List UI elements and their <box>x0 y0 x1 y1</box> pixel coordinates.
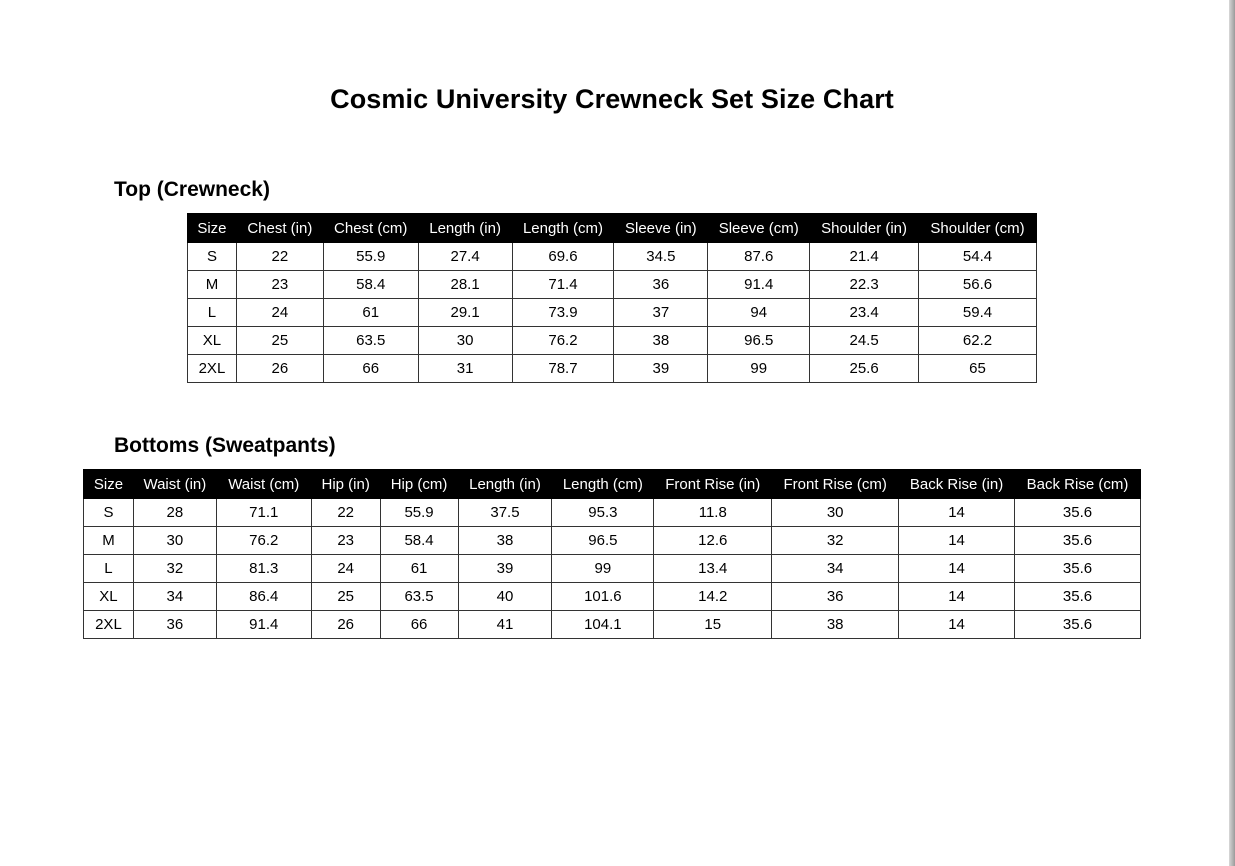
column-header: Hip (cm) <box>380 470 458 499</box>
table-cell: XL <box>188 327 237 355</box>
table-cell: 69.6 <box>512 243 614 271</box>
table-cell: 25 <box>311 583 380 611</box>
table-cell: 34 <box>772 555 899 583</box>
table-row <box>188 299 1037 327</box>
table-cell: L <box>84 555 134 583</box>
table-cell: 36 <box>772 583 899 611</box>
table-cell: 38 <box>772 611 899 639</box>
table-cell: 14 <box>899 611 1015 639</box>
table-cell: 11.8 <box>654 499 772 527</box>
table-cell: 58.4 <box>323 271 418 299</box>
table-cell: 38 <box>614 327 708 355</box>
table-cell: M <box>188 271 237 299</box>
table-row <box>84 583 1141 611</box>
table-cell: 95.3 <box>552 499 654 527</box>
column-header: Chest (in) <box>236 214 323 243</box>
table-cell: 14 <box>899 527 1015 555</box>
table-cell: 59.4 <box>919 299 1037 327</box>
table-cell: 37 <box>614 299 708 327</box>
table-cell: 37.5 <box>458 499 552 527</box>
table-cell: 73.9 <box>512 299 614 327</box>
table-cell: 30 <box>133 527 216 555</box>
table-cell: 104.1 <box>552 611 654 639</box>
table-cell: 71.1 <box>216 499 311 527</box>
table-cell: 55.9 <box>380 499 458 527</box>
table-cell: 56.6 <box>919 271 1037 299</box>
table-cell: 87.6 <box>708 243 810 271</box>
table-cell: 23 <box>236 271 323 299</box>
table-cell: 54.4 <box>919 243 1037 271</box>
table-header-row <box>188 214 1037 243</box>
table-cell: XL <box>84 583 134 611</box>
column-header: Waist (in) <box>133 470 216 499</box>
table-cell: 14 <box>899 499 1015 527</box>
table-cell: 35.6 <box>1015 555 1141 583</box>
table-header-row <box>84 470 1141 499</box>
table-cell: 28 <box>133 499 216 527</box>
table-cell: 96.5 <box>552 527 654 555</box>
table-cell: 23 <box>311 527 380 555</box>
table-cell: 86.4 <box>216 583 311 611</box>
table-cell: 22 <box>236 243 323 271</box>
table-cell: 40 <box>458 583 552 611</box>
table-cell: 34.5 <box>614 243 708 271</box>
table-cell: 35.6 <box>1015 499 1141 527</box>
table-cell: 63.5 <box>380 583 458 611</box>
table-cell: 66 <box>380 611 458 639</box>
table-cell: 24 <box>236 299 323 327</box>
column-header: Size <box>84 470 134 499</box>
table-cell: 32 <box>772 527 899 555</box>
column-header: Hip (in) <box>311 470 380 499</box>
table-cell: 35.6 <box>1015 583 1141 611</box>
table-row <box>84 527 1141 555</box>
table-cell: 39 <box>458 555 552 583</box>
table-cell: 99 <box>708 355 810 383</box>
table-cell: 14 <box>899 555 1015 583</box>
table-cell: 30 <box>418 327 512 355</box>
table-cell: 22.3 <box>810 271 919 299</box>
table-cell: 63.5 <box>323 327 418 355</box>
table-cell: L <box>188 299 237 327</box>
bottoms-size-table <box>83 469 1141 639</box>
table-cell: 101.6 <box>552 583 654 611</box>
table-row <box>188 243 1037 271</box>
table-row <box>84 499 1141 527</box>
table-cell: 21.4 <box>810 243 919 271</box>
table-cell: 25 <box>236 327 323 355</box>
table-cell: 13.4 <box>654 555 772 583</box>
column-header: Length (cm) <box>552 470 654 499</box>
table-cell: 76.2 <box>216 527 311 555</box>
column-header: Sleeve (in) <box>614 214 708 243</box>
table-cell: 94 <box>708 299 810 327</box>
column-header: Shoulder (cm) <box>919 214 1037 243</box>
column-header: Shoulder (in) <box>810 214 919 243</box>
column-header: Back Rise (in) <box>899 470 1015 499</box>
table-cell: 28.1 <box>418 271 512 299</box>
table-cell: 24 <box>311 555 380 583</box>
table-cell: 62.2 <box>919 327 1037 355</box>
table-cell: 36 <box>133 611 216 639</box>
table-cell: 14.2 <box>654 583 772 611</box>
table-cell: 22 <box>311 499 380 527</box>
column-header: Chest (cm) <box>323 214 418 243</box>
table-cell: S <box>84 499 134 527</box>
table-cell: 71.4 <box>512 271 614 299</box>
table-cell: 65 <box>919 355 1037 383</box>
top-size-table <box>187 213 1037 383</box>
page-title: Cosmic University Crewneck Set Size Chart <box>330 84 894 114</box>
table-row <box>84 611 1141 639</box>
column-header: Length (cm) <box>512 214 614 243</box>
table-cell: 31 <box>418 355 512 383</box>
table-cell: 12.6 <box>654 527 772 555</box>
table-cell: 35.6 <box>1015 611 1141 639</box>
column-header: Length (in) <box>458 470 552 499</box>
table-cell: 26 <box>236 355 323 383</box>
table-cell: 32 <box>133 555 216 583</box>
column-header: Back Rise (cm) <box>1015 470 1141 499</box>
page-edge-scrollbar <box>1229 0 1235 866</box>
bottoms-section-title: Bottoms (Sweatpants) <box>114 434 336 457</box>
table-cell: 30 <box>772 499 899 527</box>
table-row <box>188 271 1037 299</box>
column-header: Length (in) <box>418 214 512 243</box>
table-cell: S <box>188 243 237 271</box>
column-header: Front Rise (cm) <box>772 470 899 499</box>
table-cell: 27.4 <box>418 243 512 271</box>
table-cell: 99 <box>552 555 654 583</box>
table-cell: 81.3 <box>216 555 311 583</box>
column-header: Waist (cm) <box>216 470 311 499</box>
table-cell: 14 <box>899 583 1015 611</box>
table-cell: 15 <box>654 611 772 639</box>
table-cell: 76.2 <box>512 327 614 355</box>
table-cell: 58.4 <box>380 527 458 555</box>
column-header: Size <box>188 214 237 243</box>
table-cell: 91.4 <box>216 611 311 639</box>
table-cell: 96.5 <box>708 327 810 355</box>
table-cell: 23.4 <box>810 299 919 327</box>
table-cell: 38 <box>458 527 552 555</box>
table-cell: 34 <box>133 583 216 611</box>
table-cell: 61 <box>380 555 458 583</box>
column-header: Front Rise (in) <box>654 470 772 499</box>
table-cell: 25.6 <box>810 355 919 383</box>
table-cell: 41 <box>458 611 552 639</box>
table-row <box>188 327 1037 355</box>
table-cell: 39 <box>614 355 708 383</box>
table-cell: 2XL <box>84 611 134 639</box>
table-cell: 29.1 <box>418 299 512 327</box>
table-row <box>84 555 1141 583</box>
table-cell: 55.9 <box>323 243 418 271</box>
table-cell: 66 <box>323 355 418 383</box>
table-cell: 2XL <box>188 355 237 383</box>
table-cell: M <box>84 527 134 555</box>
table-cell: 36 <box>614 271 708 299</box>
table-cell: 24.5 <box>810 327 919 355</box>
column-header: Sleeve (cm) <box>708 214 810 243</box>
table-row <box>188 355 1037 383</box>
table-cell: 26 <box>311 611 380 639</box>
table-cell: 91.4 <box>708 271 810 299</box>
table-cell: 61 <box>323 299 418 327</box>
top-section-title: Top (Crewneck) <box>114 178 270 201</box>
table-cell: 78.7 <box>512 355 614 383</box>
table-cell: 35.6 <box>1015 527 1141 555</box>
